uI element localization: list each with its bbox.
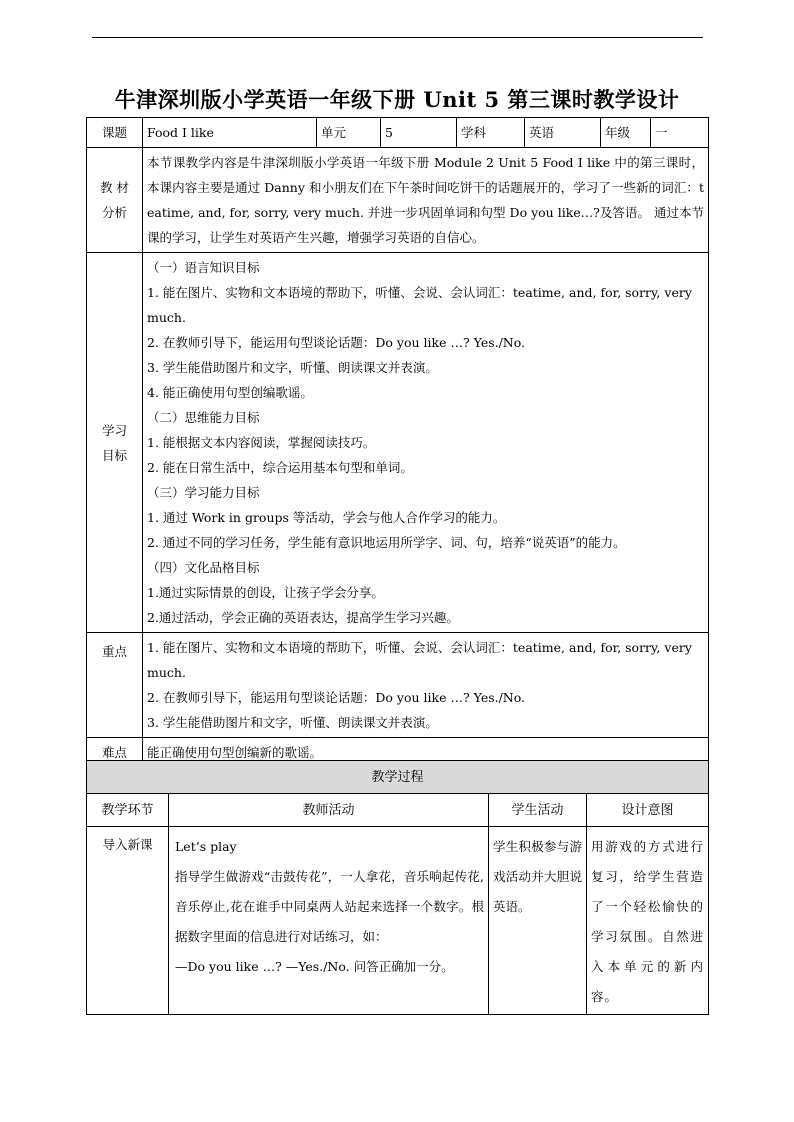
objectives-label-line2: 目标	[101, 447, 127, 463]
objective-line: 1.通过实际情景的创设，让孩子学会分享。	[147, 585, 384, 600]
objective-line: （三）学习能力目标	[147, 485, 260, 500]
objective-line: 2. 在教师引导下，能运用句型谈论话题：Do you like …? Yes./No.	[147, 335, 526, 350]
objective-line: 1. 能在图片、实物和文本语境的帮助下，听懂、会说、会认词汇：teatime, and, for, sorry, very much.	[147, 285, 692, 325]
lesson-info-table	[86, 117, 709, 768]
grade-value: 一	[651, 118, 709, 148]
analysis-label-line1: 教 材	[100, 180, 129, 195]
objective-line: （一）语言知识目标	[147, 260, 260, 275]
process-row	[87, 827, 709, 1015]
key-point-line: 1. 能在图片、实物和文本语境的帮助下，听懂、会说、会认词汇：teatime, and, for, sorry, very much.	[147, 640, 692, 680]
teaching-process-table	[86, 760, 709, 1015]
objectives-label	[87, 253, 143, 633]
header-design-intent: 设计意图	[587, 794, 709, 827]
difficulties-text: 能正确使用句型创编新的歌谣。	[143, 738, 709, 768]
subject-value: 英语	[525, 118, 601, 148]
analysis-row	[87, 148, 709, 253]
teacher-activity-line: Let’s play	[175, 839, 237, 854]
subject-label: 学科	[457, 118, 525, 148]
grade-label: 年级	[601, 118, 651, 148]
objective-line: 1. 通过 Work in groups 等活动，学会与他人合作学习的能力。	[147, 510, 506, 525]
key-points-label: 重点	[87, 633, 143, 738]
process-header-row	[87, 794, 709, 827]
objective-line: 2. 能在日常生活中，综合运用基本句型和单词。	[147, 460, 413, 475]
key-point-line: 2. 在教师引导下，能运用句型谈论话题：Do you like …? Yes./No.	[147, 690, 526, 705]
header-student-activity: 学生活动	[489, 794, 587, 827]
teacher-activity-cell	[169, 827, 489, 1015]
difficulties-label: 难点	[87, 738, 143, 768]
info-row	[87, 118, 709, 148]
topic-value: Food I like	[143, 118, 317, 148]
objective-line: 2.通过活动，学会正确的英语表达，提高学生学习兴趣。	[147, 610, 459, 625]
process-section-row	[87, 761, 709, 794]
objective-line: 4. 能正确使用句型创编歌谣。	[147, 385, 313, 400]
objective-line: 3. 学生能借助图片和文字，听懂、朗读课文并表演。	[147, 360, 438, 375]
analysis-label	[87, 148, 143, 253]
objective-line: 1. 能根据文本内容阅读，掌握阅读技巧。	[147, 435, 376, 450]
header-teacher-activity: 教师活动	[169, 794, 489, 827]
teacher-activity-line: —Do you like …? —Yes./No. 问答正确加一分。	[175, 959, 454, 974]
analysis-label-line2: 分析	[101, 205, 127, 220]
unit-label: 单元	[317, 118, 381, 148]
header-stage: 教学环节	[87, 794, 169, 827]
objective-line: 2. 通过不同的学习任务，学生能有意识地运用所学字、词、句，培养“说英语”的能力。	[147, 535, 626, 550]
objectives-row	[87, 253, 709, 633]
key-points-row	[87, 633, 709, 738]
objectives-content	[143, 253, 709, 633]
unit-value: 5	[381, 118, 457, 148]
key-point-line: 3. 学生能借助图片和文字，听懂、朗读课文并表演。	[147, 715, 438, 730]
stage-cell: 导入新课	[87, 827, 169, 1015]
design-intent-cell: 用游戏的方式进行复习，给学生营造了一个轻松愉快的学习氛围。自然进入本单元的新内容。	[587, 827, 709, 1015]
objective-line: （四）文化品格目标	[147, 560, 260, 575]
key-points-content	[143, 633, 709, 738]
teacher-activity-line: 指导学生做游戏“击鼓传花”，一人拿花，音乐响起传花,音乐停止,花在谁手中同桌两人站起来选择一个数字。根据数字里面的信息进行对话练习，如：	[175, 869, 484, 944]
objectives-label-line1: 学习	[101, 422, 127, 438]
page-title: 牛津深圳版小学英语一年级下册 Unit 5 第三课时教学设计	[114, 87, 680, 112]
analysis-text: 本节课教学内容是牛津深圳版小学英语一年级下册 Module 2 Unit 5 Food I like 中的第三课时，本课内容主要是通过 Danny 和小朋友们在下午茶时间吃饼干的话题展开的，学习了一些新的词汇：teatime, and, for, sorry, very much. 并进一步巩固单词和句型 Do you like…?及答语。 通过本节课的学习，让学生对英语产生兴趣，增强学习英语的自信心。	[143, 148, 709, 253]
objective-line: （二）思维能力目标	[147, 410, 260, 425]
header-rule	[92, 37, 703, 38]
process-section-title: 教学过程	[87, 761, 709, 794]
student-activity-cell: 学生积极参与游戏活动并大胆说英语。	[489, 827, 587, 1015]
topic-label: 课题	[87, 118, 143, 148]
